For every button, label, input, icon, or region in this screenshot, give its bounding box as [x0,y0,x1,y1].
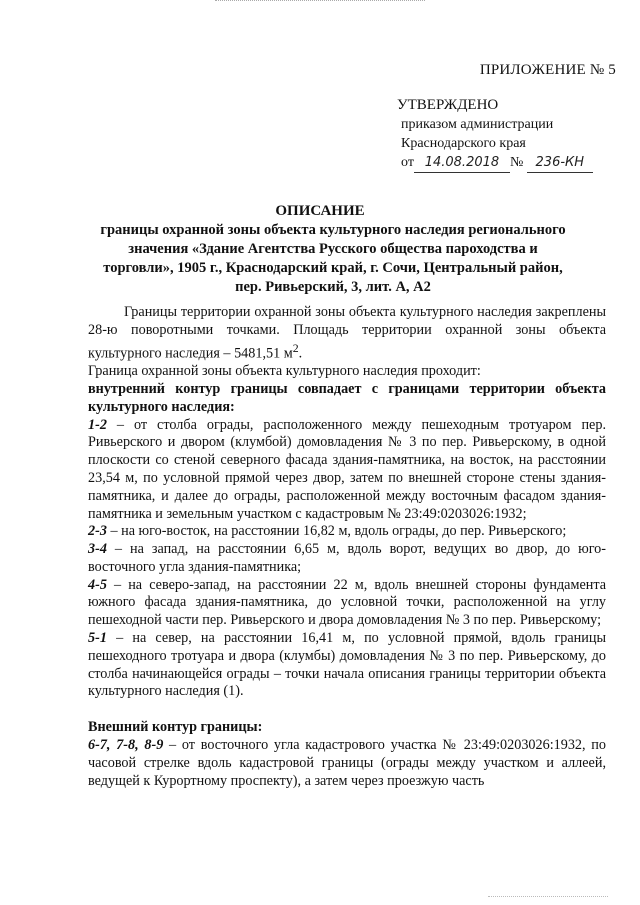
scan-mark-top [215,0,425,3]
approval-line-2: Краснодарского края [401,136,526,151]
approval-order-line [397,153,593,173]
approval-line-1: приказом администрации [401,117,554,132]
segment-id: 5-1 [88,630,107,647]
segment-text: – на север, на расстоянии 16,41 м, по условной прямой, вдоль границы пешеходного тротуара и двора (клумбы) домовладения № 3 по пер. Ривьерскому, до столба начинающейся ограды – точки начала описания границы территории объекта культурного наследия (1). [88,630,606,700]
segment-id: 3-4 [88,541,107,558]
document-title: ОПИСАНИЕ [275,203,365,219]
segment-id: 2-3 [88,523,107,540]
outer-contour-heading: Внешний контур границы: [88,719,263,736]
segment-paragraph [88,523,606,541]
scan-mark-bottom [488,896,608,897]
segment-paragraph [88,417,606,524]
inner-contour-heading: внутренний контур границы совпадает с границами территории объекта культурного наследия: [88,380,606,415]
outer-segment-text: – от восточного угла кадастрового участка № 23:49:0203026:1932, по часовой стрелке вдоль кадастровой границы (ограды между участком и аллеей, ведущей к Курортному проспекту), а затем через проезжую часть [88,737,606,789]
segment-text: – на запад, на расстоянии 6,65 м, вдоль ворот, ведущих во двор, до юго-восточного угла здания-памятника; [88,541,606,575]
segment-text: – от столба ограды, расположенного между пешеходным тротуаром пер. Ривьерского и двором (клумбой) домовладения № 3 по пер. Ривьерскому, в одной плоскости со стеной северного фасада здания-памятника, на восток, на расстоянии 23,54 м, по условной прямой через двор, затем по внешней стороне стены здания-памятника, и далее до ограды, расположенной между восточным фасадом здания-памятника и земельным участком с кадастровым № 23:49:0203026:1932; [88,416,606,522]
intro-text: Границы территории охранной зоны объекта культурного наследия закреплены 28-ю поворотными точками. Площадь территории охранной зоны объекта культурного наследия – 5481,51 м [88,304,606,362]
segment-paragraph [88,630,606,701]
intro-end: . [298,345,303,362]
passes-paragraph: Граница охранной зоны объекта культурного наследия проходит: [88,363,481,380]
spacer [88,701,606,719]
intro-paragraph [88,304,606,363]
approved-label: УТВЕРЖДЕНО [397,97,499,113]
number-label: № [509,155,524,170]
appendix-number: ПРИЛОЖЕНИЕ № 5 [479,62,616,78]
document-subtitle: границы охранной зоны объекта культурного наследия регионального значения «Здание Агентства Русского общества пароходства и торговли», 1905 г., Краснодарский край, г. Сочи, Центральный район, пер. Ривьерский, 3, лит. А, А2 [100,222,566,295]
document-body [88,304,606,790]
segment-text: – на северо-запад, на расстоянии 22 м, вдоль внешней стороны фундамента южного фасада здания-памятника, до условной точки, расположенной на углу пешеходной части пер. Ривьерского и двора домовладения № 3 по пер. Ривьерскому; [88,576,606,629]
order-date: 14.08.2018 [414,153,510,173]
order-number: 236-КН [527,153,593,173]
outer-segment-paragraph [88,737,606,790]
from-label: от [401,155,414,170]
segment-id: 1-2 [88,416,107,433]
outer-segment-ids: 6-7, 7-8, 8-9 [88,737,164,754]
segment-text: – на юго-восток, на расстоянии 16,82 м, вдоль ограды, до пер. Ривьерского; [106,523,567,540]
segment-paragraph [88,577,606,630]
approval-block [397,96,593,173]
segment-id: 4-5 [88,576,107,593]
segment-paragraph [88,541,606,577]
intro-superscript: 2 [292,340,299,355]
